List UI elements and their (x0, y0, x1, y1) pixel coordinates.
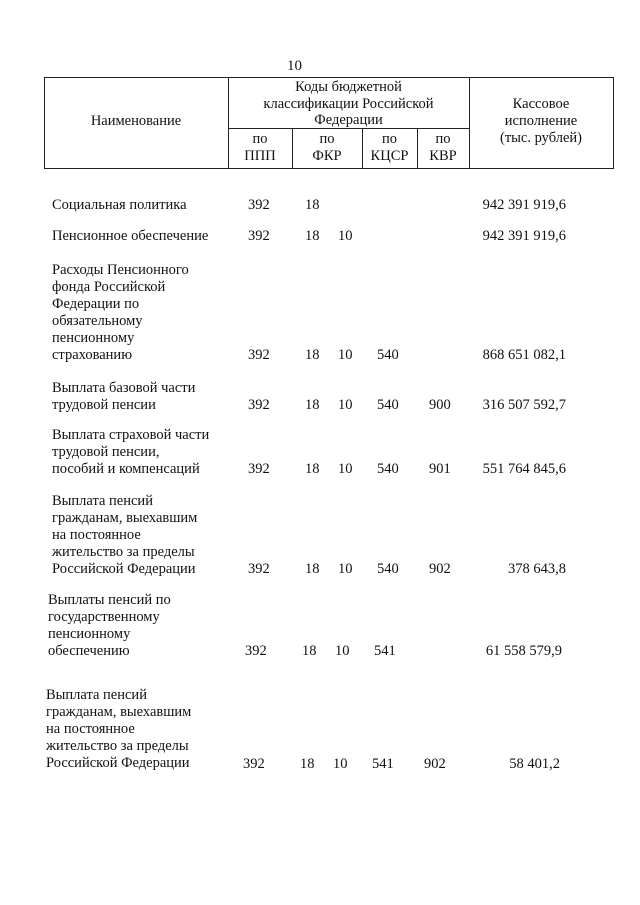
table-row-name: Пенсионное обеспечение (52, 228, 209, 244)
amount-header-line-2: исполнение (504, 113, 578, 129)
table-row-fkr-section: 18 (305, 197, 320, 213)
amount-header-line-1: Кассовое (512, 96, 570, 112)
codes-header-line-2: классификации Российской (263, 96, 434, 112)
table-row-fkr-section: 18 (300, 756, 315, 772)
table-row-ppp: 392 (248, 461, 270, 477)
codes-header-line-1: Коды бюджетной (295, 79, 402, 95)
page-number: 10 (287, 58, 302, 74)
table-row-fkr-subsection: 10 (333, 756, 348, 772)
name-column-header: Наименование (90, 113, 182, 129)
codes-header-line-3: Федерации (314, 112, 383, 128)
table-row-fkr-subsection: 10 (338, 561, 353, 577)
amount-header-line-3: (тыс. рублей) (500, 130, 582, 146)
table-row-kcsr: 541 (372, 756, 394, 772)
ppp-header-top: по (252, 131, 268, 147)
table-row-fkr-subsection: 10 (335, 643, 350, 659)
table-row-name: Социальная политика (52, 197, 187, 213)
table-row-fkr-subsection: 10 (338, 347, 353, 363)
table-row-fkr-section: 18 (305, 461, 320, 477)
ppp-header-bottom: ППП (244, 148, 276, 164)
table-row-ppp: 392 (248, 347, 270, 363)
table-row-amount: 316 507 592,7 (482, 397, 566, 413)
table-row-name: Выплата пенсий гражданам, выехавшим на постоянное жительство за пределы Российской Федерации (46, 687, 192, 771)
table-row-name: Выплата пенсий гражданам, выехавшим на постоянное жительство за пределы Российской Федерации (52, 493, 198, 577)
table-row-fkr-section: 18 (305, 397, 320, 413)
table-row-fkr-section: 18 (305, 347, 320, 363)
header-right-border (613, 77, 614, 169)
table-row-amount: 942 391 919,6 (482, 197, 566, 213)
table-row-kcsr: 540 (377, 397, 399, 413)
header-top-border (44, 77, 614, 78)
table-row-kcsr: 540 (377, 347, 399, 363)
table-row-name: Выплаты пенсий по государственному пенсионному обеспечению (48, 592, 171, 659)
kvr-header-bottom: КВР (429, 148, 457, 164)
fkr-header-bottom: ФКР (312, 148, 342, 164)
table-row-name: Расходы Пенсионного фонда Российской Федерации по обязательному пенсионному страхованию (52, 262, 189, 363)
fkr-header-top: по (319, 131, 335, 147)
table-row-kvr: 901 (429, 461, 451, 477)
table-row-kvr: 900 (429, 397, 451, 413)
table-row-kvr: 902 (429, 561, 451, 577)
table-row-kcsr: 540 (377, 461, 399, 477)
table-row-fkr-section: 18 (305, 561, 320, 577)
kcsr-header-top: по (381, 131, 397, 147)
header-bottom-border (44, 168, 614, 169)
kcsr-header-bottom: КЦСР (370, 148, 409, 164)
table-row-amount: 551 764 845,6 (482, 461, 566, 477)
table-row-fkr-subsection: 10 (338, 461, 353, 477)
table-row-fkr-subsection: 10 (338, 228, 353, 244)
table-row-name: Выплата страховой части трудовой пенсии, пособий и компенсаций (52, 427, 210, 477)
table-row-amount: 58 401,2 (509, 756, 560, 772)
table-row-fkr-section: 18 (302, 643, 317, 659)
table-row-kcsr: 541 (374, 643, 396, 659)
table-row-ppp: 392 (245, 643, 267, 659)
table-row-fkr-section: 18 (305, 228, 320, 244)
table-row-amount: 61 558 579,9 (485, 643, 562, 659)
kvr-header-top: по (435, 131, 451, 147)
table-row-ppp: 392 (248, 228, 270, 244)
table-row-amount: 868 651 082,1 (482, 347, 566, 363)
table-row-kvr: 902 (424, 756, 446, 772)
table-row-fkr-subsection: 10 (338, 397, 353, 413)
table-row-kcsr: 540 (377, 561, 399, 577)
table-row-amount: 378 643,8 (508, 561, 566, 577)
table-row-ppp: 392 (248, 197, 270, 213)
table-row-ppp: 392 (248, 561, 270, 577)
table-row-ppp: 392 (243, 756, 265, 772)
table-row-ppp: 392 (248, 397, 270, 413)
table-row-name: Выплата базовой части трудовой пенсии (52, 380, 196, 413)
table-row-amount: 942 391 919,6 (482, 228, 566, 244)
